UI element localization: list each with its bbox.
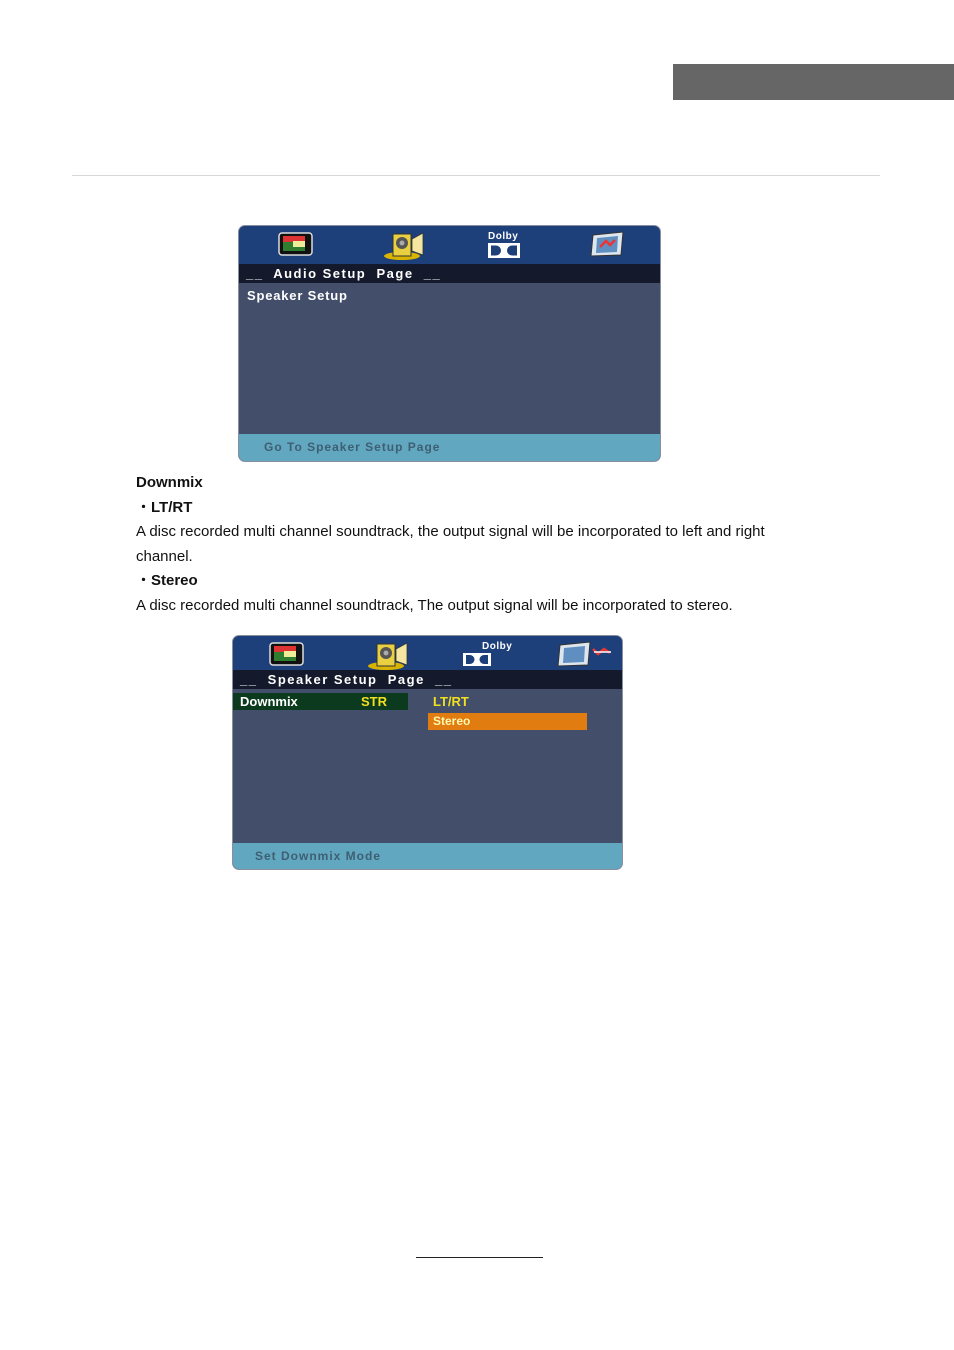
dolby-label: Dolby bbox=[488, 231, 519, 242]
osd-icon-bar bbox=[233, 636, 622, 674]
menu-item-speaker-setup[interactable]: Speaker Setup bbox=[247, 288, 348, 303]
downmix-row-value: STR bbox=[361, 694, 387, 709]
dolby-label: Dolby bbox=[482, 641, 513, 652]
header-divider bbox=[72, 175, 880, 176]
option-stereo-description: A disc recorded multi channel soundtrack, The output signal will be incorporated to stereo. bbox=[136, 597, 733, 614]
tv-display-icon[interactable] bbox=[278, 231, 314, 257]
option-stereo-label: Stereo bbox=[433, 714, 471, 728]
option-ltrt[interactable]: LT/RT bbox=[433, 694, 469, 709]
audio-setup-osd bbox=[238, 225, 661, 462]
downmix-row-label: Downmix bbox=[240, 694, 298, 709]
option-ltrt-description-line2: channel. bbox=[136, 548, 193, 565]
header-bar bbox=[673, 64, 954, 100]
preferences-icon[interactable] bbox=[589, 231, 625, 257]
osd-page-title: __ Audio Setup Page __ bbox=[239, 264, 660, 283]
speaker-audio-icon[interactable] bbox=[365, 639, 411, 671]
downmix-row[interactable] bbox=[233, 693, 408, 710]
dolby-digital-icon[interactable] bbox=[463, 653, 491, 666]
option-stereo-label: ・Stereo bbox=[136, 572, 198, 589]
option-ltrt-label: ・LT/RT bbox=[136, 499, 193, 516]
tv-display-icon[interactable] bbox=[269, 641, 305, 667]
option-stereo-selected[interactable] bbox=[428, 713, 587, 730]
option-ltrt-description-line1: A disc recorded multi channel soundtrack, the output signal will be incorporated to left and right bbox=[136, 523, 765, 540]
dolby-digital-icon[interactable] bbox=[488, 243, 520, 258]
speaker-audio-icon[interactable] bbox=[381, 229, 427, 261]
osd-page-title: __ Speaker Setup Page __ bbox=[233, 670, 622, 689]
footer-rule bbox=[416, 1257, 543, 1258]
speaker-setup-osd bbox=[232, 635, 623, 870]
preferences-icon[interactable] bbox=[556, 641, 618, 667]
section-heading-downmix: Downmix bbox=[136, 474, 203, 491]
osd-icon-bar bbox=[239, 226, 660, 264]
osd-status-hint: Set Downmix Mode bbox=[233, 843, 622, 869]
osd-status-hint: Go To Speaker Setup Page bbox=[239, 434, 660, 461]
